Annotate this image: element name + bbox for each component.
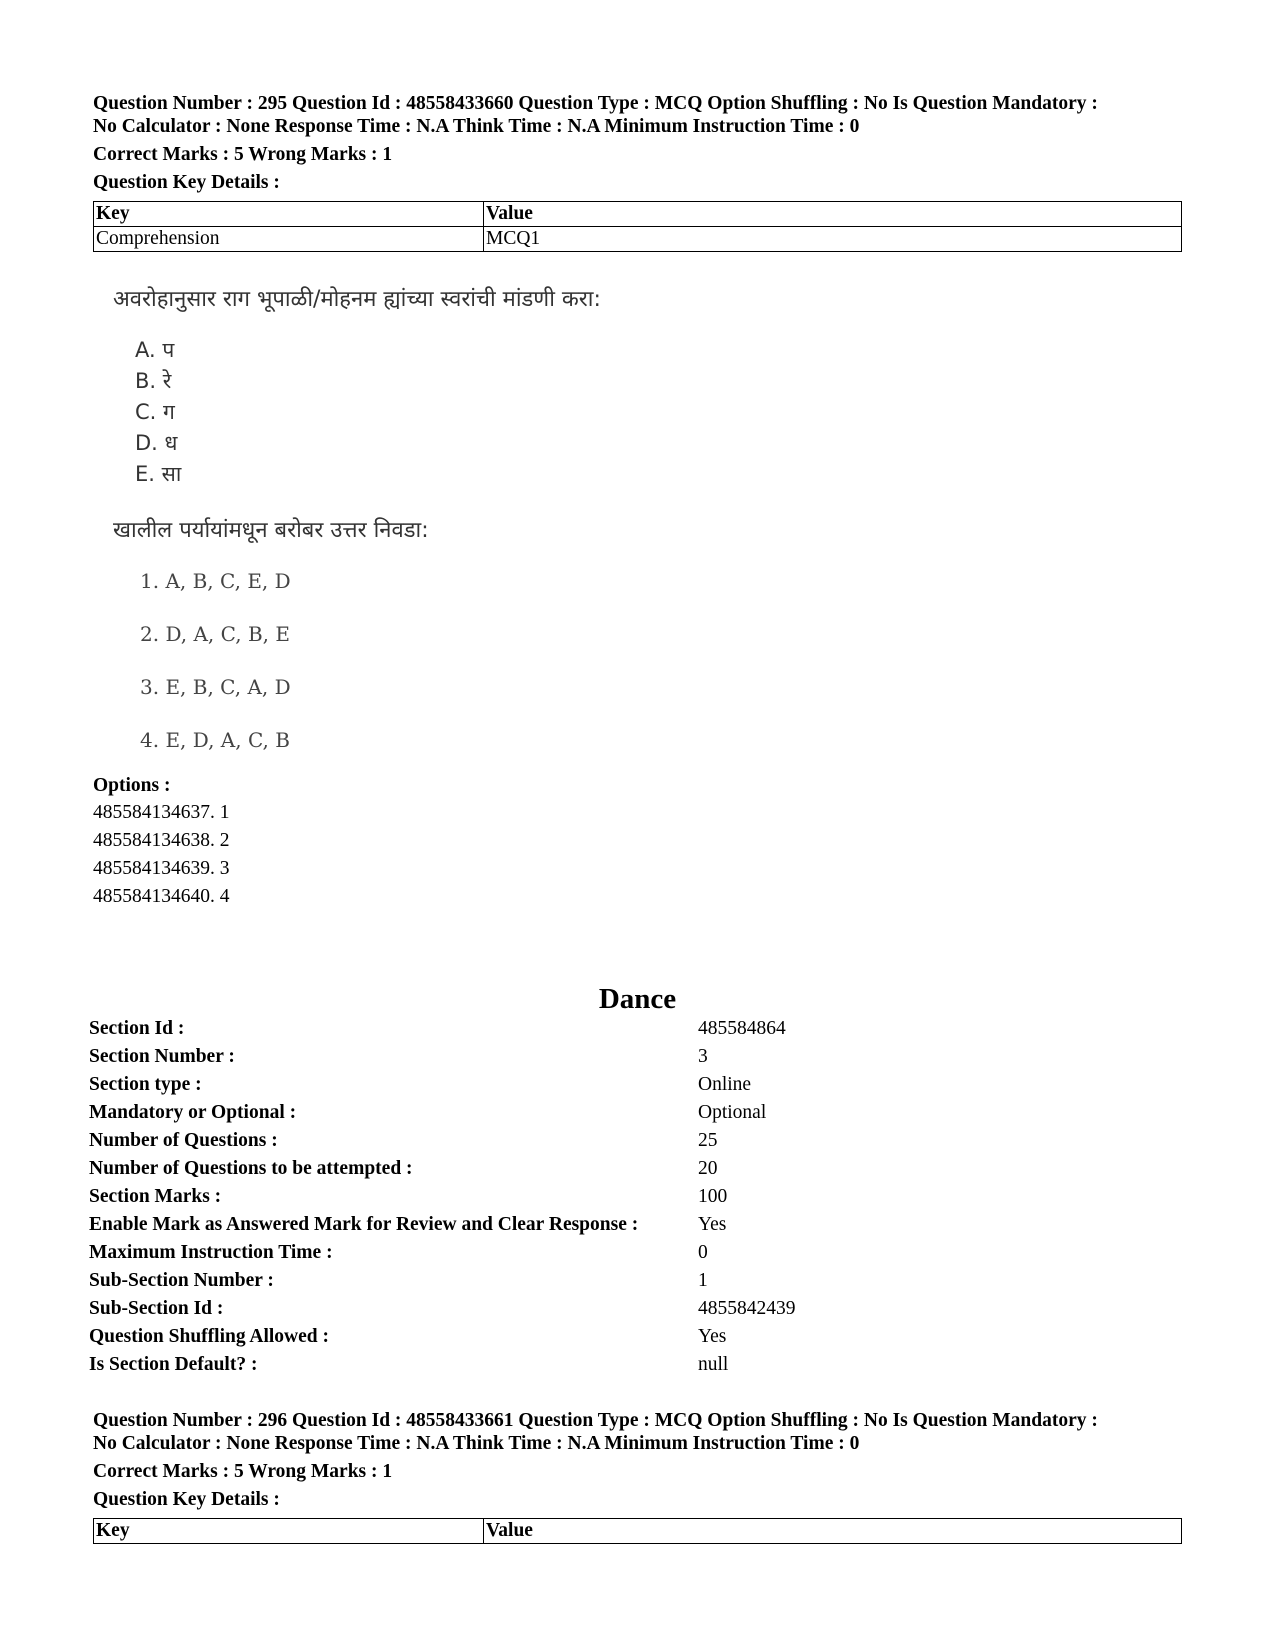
section-row-value: 3 [698,1046,708,1067]
q295-key-table [93,201,1182,252]
section-row-key: Number of Questions to be attempted : [89,1158,413,1179]
section-row [89,1127,1189,1156]
section-row-value: Yes [698,1214,727,1235]
section-row-value: Optional [698,1102,767,1123]
q295-option: 485584134637. 1 [93,802,230,823]
q296-meta-line1: Question Number : 296 Question Id : 48558433661 Question Type : MCQ Option Shuffling : No Is Question Mandatory : [93,1410,1098,1431]
section-row-key: Section Id : [89,1018,185,1039]
q296-marks: Correct Marks : 5 Wrong Marks : 1 [93,1461,393,1482]
q295-option: 485584134640. 4 [93,886,230,907]
q295-value-header: Value [484,202,1182,227]
q295-row-value: MCQ1 [484,227,1182,252]
section-row-key: Is Section Default? : [89,1354,258,1375]
section-row-value: Yes [698,1326,727,1347]
section-row-value: 20 [698,1158,718,1179]
section-row [89,1295,1189,1324]
q295-options-label: Options : [93,775,171,796]
q295-meta-line2: No Calculator : None Response Time : N.A Think Time : N.A Minimum Instruction Time : 0 [93,116,860,137]
section-row-value: 25 [698,1130,718,1151]
q295-instruction: खालील पर्यायांमधून बरोबर उत्तर निवडा: [113,518,429,543]
q296-key-header: Key [94,1519,484,1544]
q296-key-table [93,1518,1182,1544]
section-row-key: Enable Mark as Answered Mark for Review and Clear Response : [89,1214,639,1235]
section-row-key: Mandatory or Optional : [89,1102,297,1123]
q296-value-header: Value [484,1519,1182,1544]
section-row [89,1239,1189,1268]
q295-answer-choice: 3. E, B, C, A, D [140,675,291,699]
section-row [89,1155,1189,1184]
q295-answer-choice: 2. D, A, C, B, E [140,622,290,646]
section-row [89,1351,1189,1380]
section-row [89,1071,1189,1100]
q295-meta-line1: Question Number : 295 Question Id : 48558433660 Question Type : MCQ Option Shuffling : No Is Question Mandatory : [93,93,1098,114]
section-row [89,1099,1189,1128]
section-row-key: Question Shuffling Allowed : [89,1326,330,1347]
q295-item: B. रे [135,369,172,393]
q295-item: C. ग [135,400,175,424]
section-title: Dance [598,983,677,1015]
q295-answer-choice: 1. A, B, C, E, D [140,569,291,593]
section-row-value: 1 [698,1270,708,1291]
section-row-key: Sub-Section Id : [89,1298,224,1319]
q295-row-key: Comprehension [94,227,484,252]
section-row-key: Section Marks : [89,1186,222,1207]
q295-question-text: अवरोहानुसार राग भूपाळी/मोहनम ह्यांच्या स्वरांची मांडणी करा: [113,287,601,312]
section-row-key: Section type : [89,1074,202,1095]
section-row [89,1183,1189,1212]
section-row [89,1043,1189,1072]
section-row-value: 0 [698,1242,708,1263]
q295-item: D. ध [135,431,178,455]
section-row-value: Online [698,1074,752,1095]
q296-key-details-label: Question Key Details : [93,1489,280,1510]
section-row [89,1323,1189,1352]
q295-item: A. प [135,338,175,362]
section-row-key: Sub-Section Number : [89,1270,274,1291]
q295-option: 485584134638. 2 [93,830,230,851]
q296-meta-line2: No Calculator : None Response Time : N.A Think Time : N.A Minimum Instruction Time : 0 [93,1433,860,1454]
section-row-value: 4855842439 [698,1298,796,1319]
section-row [89,1267,1189,1296]
section-row-value: 100 [698,1186,728,1207]
section-row-key: Number of Questions : [89,1130,278,1151]
section-row [89,1015,1189,1044]
q295-key-header: Key [94,202,484,227]
section-row [89,1211,1189,1240]
section-row-key: Maximum Instruction Time : [89,1242,333,1263]
q295-item: E. सा [135,462,182,486]
section-row-value: null [698,1354,729,1375]
q295-answer-choice: 4. E, D, A, C, B [140,728,290,752]
q295-marks: Correct Marks : 5 Wrong Marks : 1 [93,144,393,165]
q295-option: 485584134639. 3 [93,858,230,879]
q295-key-details-label: Question Key Details : [93,172,280,193]
section-row-key: Section Number : [89,1046,235,1067]
section-row-value: 485584864 [698,1018,786,1039]
